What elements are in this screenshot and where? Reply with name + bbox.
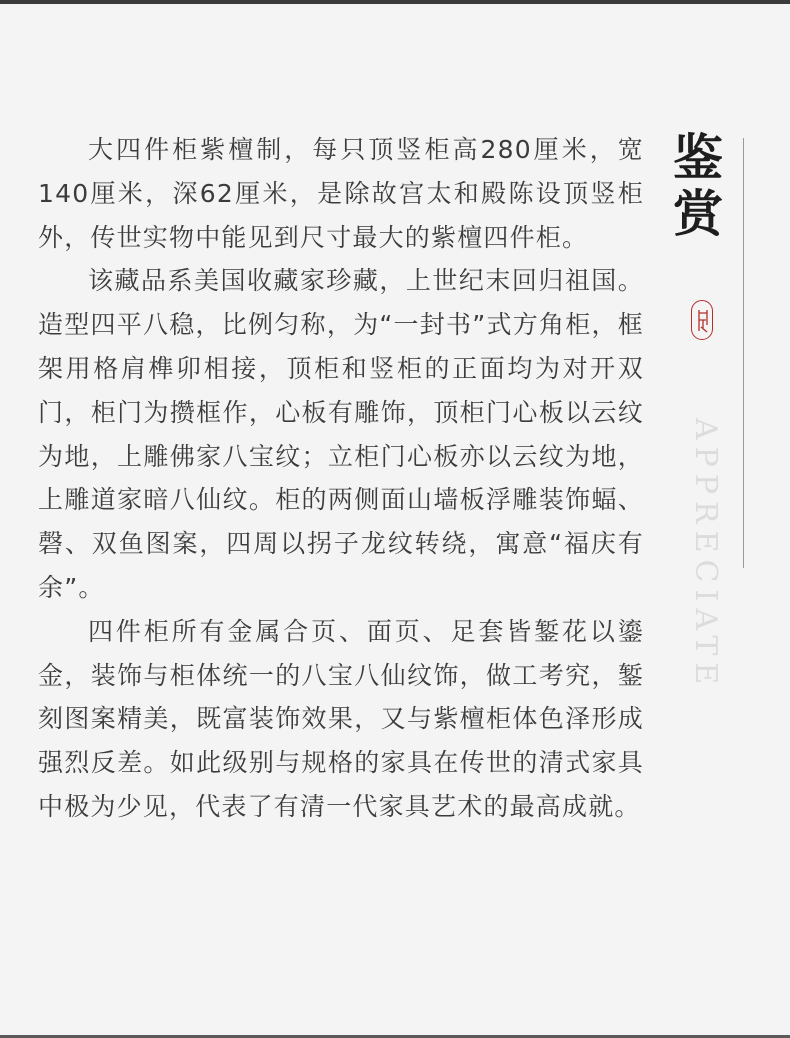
seal-stamp-icon xyxy=(691,300,713,340)
paragraph-1: 大四件柜紫檀制，每只顶竖柜高280厘米，宽140厘米，深62厘米，是除故宫太和殿陈设顶竖柜外，传世实物中能见到尺寸最大的紫檀四件柜。 xyxy=(38,135,644,252)
article-body xyxy=(38,128,644,829)
title-char-2: 赏 xyxy=(673,184,723,243)
appreciate-watermark: APPRECIATE xyxy=(688,418,723,692)
vertical-divider xyxy=(743,138,744,568)
paragraph-2: 该藏品系美国收藏家珍藏，上世纪末回归祖国。造型四平八稳，比例匀称，为“一封书”式方角柜，框架用格肩榫卯相接，顶柜和竖柜的正面均为对开双门，柜门为攒框作，心板有雕饰，顶柜门心板以云纹为地，上雕佛家八宝纹；立柜门心板亦以云纹为地，上雕道家暗八仙纹。柜的两侧面山墙板浮雕装饰蝠、磬、双鱼图案，四周以拐子龙纹转绕，寓意“福庆有余”。 xyxy=(38,266,644,602)
paragraph-3: 四件柜所有金属合页、面页、足套皆錾花以鎏金，装饰与柜体统一的八宝八仙纹饰，做工考究，錾刻图案精美，既富装饰效果，又与紫檀柜体色泽形成强烈反差。如此级别与规格的家具在传世的清式家具中极为少见，代表了有清一代家具艺术的最高成就。 xyxy=(38,616,644,821)
top-edge-bar xyxy=(0,0,790,4)
section-title xyxy=(668,130,728,242)
title-char-1: 鉴 xyxy=(673,128,723,187)
